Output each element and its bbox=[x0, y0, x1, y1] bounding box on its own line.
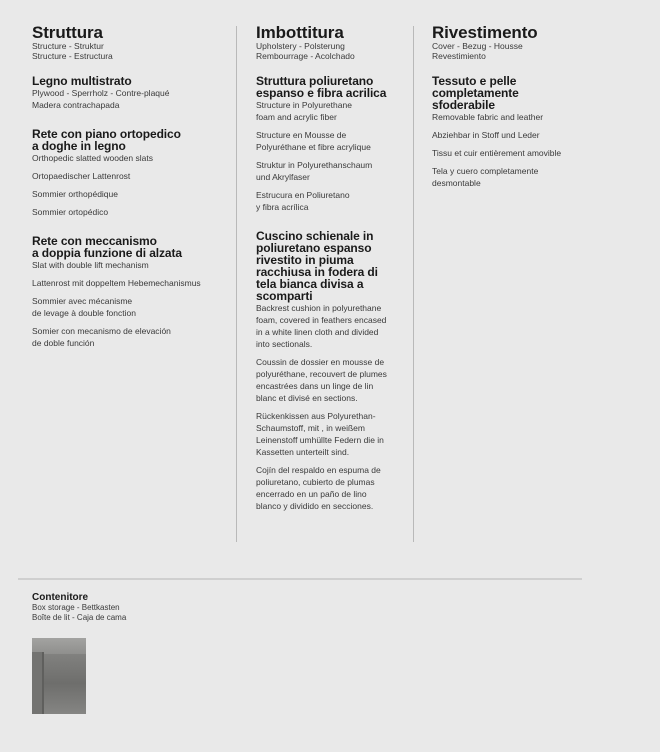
spec-heading-line: Rete con piano ortopedico bbox=[32, 127, 181, 141]
spec-paragraph bbox=[256, 189, 404, 213]
spec-heading-line: racchiusa in fodera di bbox=[256, 265, 378, 279]
column-subtitle-line: Revestimiento bbox=[432, 51, 486, 61]
spec-section bbox=[32, 75, 232, 111]
spec-text-line: Sommier orthopédique bbox=[32, 189, 118, 199]
column-subtitle-line: Structure - Estructura bbox=[32, 51, 113, 61]
spec-paragraph bbox=[432, 111, 652, 123]
spec-text-line: desmontable bbox=[432, 178, 481, 188]
spec-section bbox=[256, 75, 404, 213]
spec-heading-line: Tessuto e pelle bbox=[432, 74, 517, 88]
spec-heading-line: Legno multistrato bbox=[32, 74, 132, 88]
spec-section bbox=[32, 128, 232, 218]
spec-heading-line: a doghe in legno bbox=[32, 139, 126, 153]
spec-heading-line: Rete con meccanismo bbox=[32, 234, 157, 248]
spec-text-line: Tissu et cuir entièrement amovible bbox=[432, 148, 562, 158]
column-subtitle-line: Rembourrage - Acolchado bbox=[256, 51, 355, 61]
spec-text-line: Ortopaedischer Lattenrost bbox=[32, 171, 131, 181]
spec-text-line: Structure in Polyurethane bbox=[256, 100, 352, 110]
spec-text-line: Removable fabric and leather bbox=[432, 112, 544, 122]
spec-paragraph bbox=[32, 152, 232, 164]
column-divider-2 bbox=[413, 26, 414, 542]
spec-text-line: blanco y dividido en secciones. bbox=[256, 501, 374, 511]
spec-text-line: Leinenstoff umhüllte Federn die in bbox=[256, 435, 384, 445]
spec-heading-line: espanso e fibra acrilica bbox=[256, 86, 387, 100]
spec-paragraph bbox=[32, 325, 232, 349]
spec-text-line: Orthopedic slatted wooden slats bbox=[32, 153, 153, 163]
spec-text-line: foam, covered in feathers encased bbox=[256, 315, 387, 325]
spec-text-line: foam and acrylic fiber bbox=[256, 112, 337, 122]
spec-text-line: de doble función bbox=[32, 338, 95, 348]
spec-text-line: und Akrylfaser bbox=[256, 172, 310, 182]
spec-text-line: Sommier avec mécanisme bbox=[32, 296, 133, 306]
spec-section bbox=[432, 75, 652, 189]
column-subtitle-line: Cover - Bezug - Housse bbox=[432, 41, 523, 51]
spec-heading-line: completamente bbox=[432, 86, 519, 100]
spec-paragraph bbox=[256, 464, 404, 512]
spec-section bbox=[32, 235, 232, 349]
spec-heading-line: scomparti bbox=[256, 289, 313, 303]
spec-heading-line: Cuscino schienale in bbox=[256, 229, 374, 243]
spec-paragraph bbox=[32, 188, 232, 200]
spec-text-line: encerrado en un paño de lino bbox=[256, 489, 367, 499]
spec-text-line: y fibra acrílica bbox=[256, 202, 309, 212]
spec-text-line: encastrées dans un linge de lin bbox=[256, 381, 374, 391]
spec-text-line: Somier con mecanismo de elevación bbox=[32, 326, 171, 336]
spec-paragraph bbox=[32, 87, 232, 111]
spec-heading-line: a doppia funzione di alzata bbox=[32, 246, 182, 260]
spec-paragraph bbox=[256, 302, 404, 350]
storage-block bbox=[32, 592, 232, 622]
storage-subtitle-line: Box storage - Bettkasten bbox=[32, 603, 120, 612]
structure-column bbox=[32, 24, 232, 349]
spec-text-line: Abziehbar in Stoff und Leder bbox=[432, 130, 540, 140]
spec-text-line: Backrest cushion in polyurethane bbox=[256, 303, 382, 313]
storage-title: Contenitore bbox=[32, 592, 89, 603]
spec-text-line: in a white linen cloth and divided bbox=[256, 327, 379, 337]
spec-text-line: Plywood - Sperrholz - Contre-plaqué bbox=[32, 88, 170, 98]
spec-text-line: polyuréthane, recouvert de plumes bbox=[256, 369, 387, 379]
spec-text-line: blanc et divisé en sections. bbox=[256, 393, 358, 403]
spec-text-line: Cojín del respaldo en espuma de bbox=[256, 465, 381, 475]
spec-paragraph bbox=[256, 410, 404, 458]
storage-fabric-thumbnail bbox=[32, 638, 86, 714]
spec-text-line: de levage à double fonction bbox=[32, 308, 136, 318]
spec-text-line: into sectionals. bbox=[256, 339, 313, 349]
spec-text-line: Polyuréthane et fibre acrylique bbox=[256, 142, 371, 152]
spec-paragraph bbox=[32, 170, 232, 182]
spec-heading-line: tela bianca divisa a bbox=[256, 277, 364, 291]
spec-paragraph bbox=[256, 99, 404, 123]
column-title: Struttura bbox=[32, 23, 103, 42]
upholstery-column bbox=[256, 24, 404, 512]
spec-paragraph bbox=[432, 165, 652, 189]
column-title: Imbottitura bbox=[256, 23, 344, 42]
spec-paragraph bbox=[256, 356, 404, 404]
spec-heading-line: rivestito in piuma bbox=[256, 253, 354, 267]
spec-text-line: Sommier ortopédico bbox=[32, 207, 109, 217]
spec-text-line: poliuretano, cubierto de plumas bbox=[256, 477, 375, 487]
spec-text-line: Structure en Mousse de bbox=[256, 130, 347, 140]
spec-paragraph bbox=[32, 259, 232, 271]
spec-text-line: Lattenrost mit doppeltem Hebemechanismus bbox=[32, 278, 201, 288]
spec-paragraph bbox=[32, 295, 232, 319]
column-title: Rivestimento bbox=[432, 23, 538, 42]
spec-text-line: Coussin de dossier en mousse de bbox=[256, 357, 385, 367]
spec-text-line: Struktur in Polyurethanschaum bbox=[256, 160, 373, 170]
spec-heading-line: Struttura poliuretano bbox=[256, 74, 374, 88]
spec-heading-line: poliuretano espanso bbox=[256, 241, 372, 255]
spec-text-line: Madera contrachapada bbox=[32, 100, 120, 110]
spec-paragraph bbox=[432, 129, 652, 141]
spec-text-line: Kassetten unterteilt sind. bbox=[256, 447, 350, 457]
spec-text-line: Tela y cuero completamente bbox=[432, 166, 539, 176]
spec-heading-line: sfoderabile bbox=[432, 98, 495, 112]
spec-section bbox=[256, 230, 404, 512]
section-divider bbox=[18, 578, 582, 580]
spec-paragraph bbox=[256, 129, 404, 153]
cover-column bbox=[432, 24, 652, 189]
spec-text-line: Estrucura en Poliuretano bbox=[256, 190, 350, 200]
column-subtitle-line: Upholstery - Polsterung bbox=[256, 41, 345, 51]
spec-paragraph bbox=[32, 277, 232, 289]
spec-text-line: Rückenkissen aus Polyurethan- bbox=[256, 411, 376, 421]
spec-paragraph bbox=[256, 159, 404, 183]
spec-text-line: Slat with double lift mechanism bbox=[32, 260, 149, 270]
column-divider-1 bbox=[236, 26, 237, 542]
column-subtitle-line: Structure - Struktur bbox=[32, 41, 104, 51]
spec-paragraph bbox=[432, 147, 652, 159]
storage-subtitle-line: Boîte de lit - Caja de cama bbox=[32, 612, 127, 622]
spec-text-line: Schaumstoff, mit , in weißem bbox=[256, 423, 365, 433]
spec-paragraph bbox=[32, 206, 232, 218]
